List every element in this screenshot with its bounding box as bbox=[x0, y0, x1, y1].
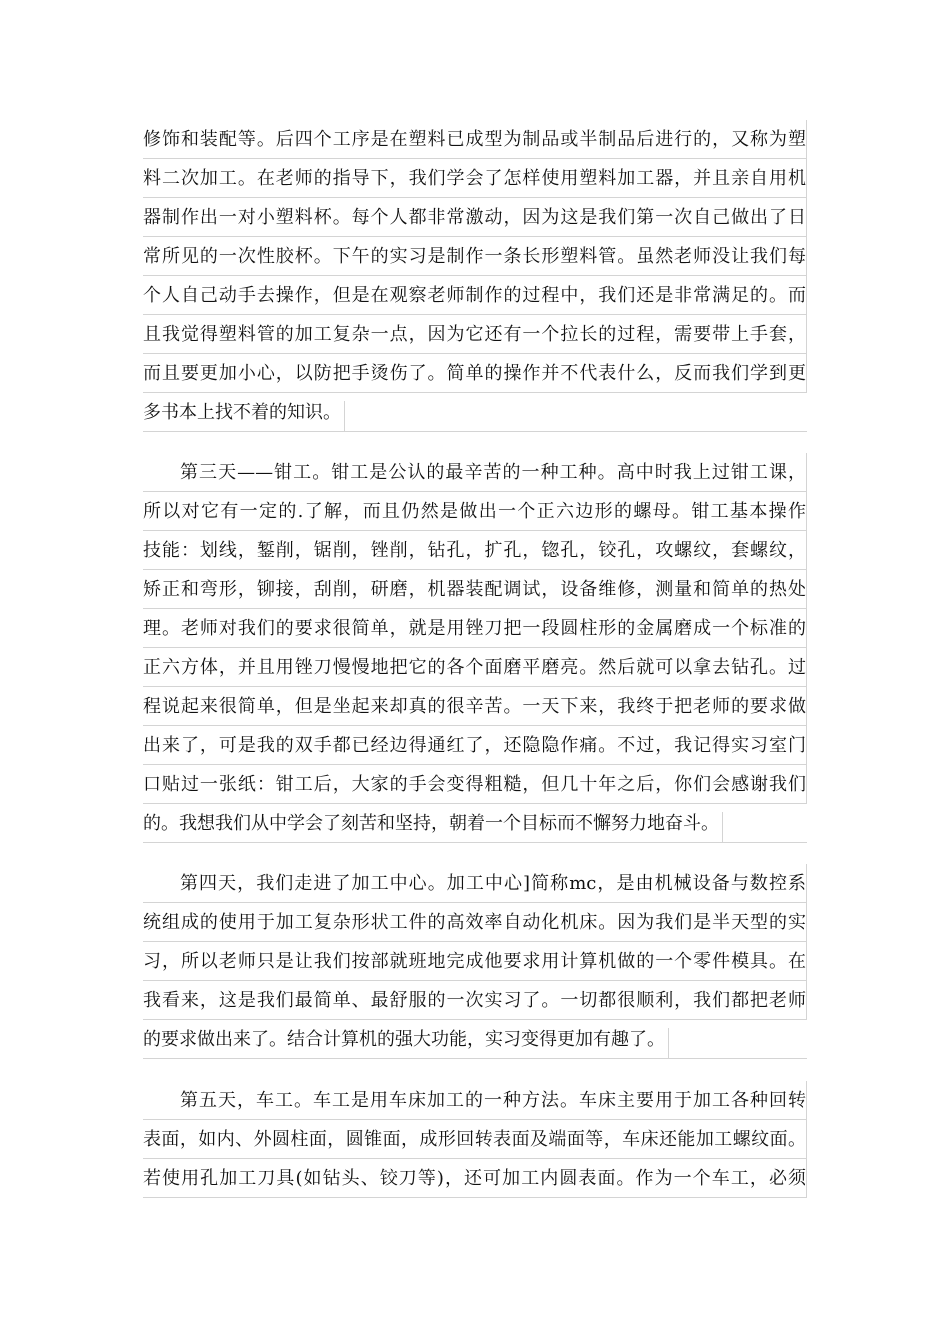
text-line: 的。我想我们从中学会了刻苦和坚持，朝着一个目标而不懈努力地奋斗。 bbox=[143, 804, 807, 843]
text-line: 器制作出一对小塑料杯。每个人都非常激动，因为这是我们第一次自己做出了日 bbox=[143, 198, 807, 237]
text-line: 矫正和弯形，铆接，刮削，研磨，机器装配调试，设备维修，测量和简单的热处 bbox=[143, 570, 807, 609]
text-line: 个人自己动手去操作，但是在观察老师制作的过程中，我们还是非常满足的。而 bbox=[143, 276, 807, 315]
text-line: 若使用孔加工刀具(如钻头、铰刀等)，还可加工内圆表面。作为一个车工，必须 bbox=[143, 1159, 807, 1198]
text-line: 且我觉得塑料管的加工复杂一点，因为它还有一个拉长的过程，需要带上手套， bbox=[143, 315, 807, 354]
text-line: 我看来，这是我们最简单、最舒服的一次实习了。一切都很顺利，我们都把老师 bbox=[143, 981, 807, 1020]
text-line: 第五天，车工。车工是用车床加工的一种方法。车床主要用于加工各种回转 bbox=[143, 1081, 807, 1120]
text-line: 理。老师对我们的要求很简单，就是用锉刀把一段圆柱形的金属磨成一个标准的 bbox=[143, 609, 807, 648]
text-line: 表面，如内、外圆柱面，圆锥面，成形回转表面及端面等，车床还能加工螺纹面。 bbox=[143, 1120, 807, 1159]
text-line: 出来了，可是我的双手都已经边得通红了，还隐隐作痛。不过，我记得实习室门 bbox=[143, 726, 807, 765]
text-line: 程说起来很简单，但是坐起来却真的很辛苦。一天下来，我终于把老师的要求做 bbox=[143, 687, 807, 726]
paragraph-plastic-processing bbox=[143, 120, 807, 432]
paragraph-lathe-work bbox=[143, 1081, 807, 1198]
text-line: 第四天，我们走进了加工中心。加工中心]简称mc，是由机械设备与数控系 bbox=[143, 864, 807, 903]
text-line: 正六方体，并且用锉刀慢慢地把它的各个面磨平磨亮。然后就可以拿去钻孔。过 bbox=[143, 648, 807, 687]
text-line: 统组成的使用于加工复杂形状工件的高效率自动化机床。因为我们是半天型的实 bbox=[143, 903, 807, 942]
text-line: 口贴过一张纸：钳工后，大家的手会变得粗糙，但几十年之后，你们会感谢我们 bbox=[143, 765, 807, 804]
text-line: 而且要更加小心，以防把手烫伤了。简单的操作并不代表什么，反而我们学到更 bbox=[143, 354, 807, 393]
text-line: 常所见的一次性胶杯。下午的实习是制作一条长形塑料管。虽然老师没让我们每 bbox=[143, 237, 807, 276]
paragraph-fitter-work bbox=[143, 453, 807, 843]
text-line: 修饰和装配等。后四个工序是在塑料已成型为制品或半制品后进行的，又称为塑 bbox=[143, 120, 807, 159]
text-line: 习，所以老师只是让我们按部就班地完成他要求用计算机做的一个零件模具。在 bbox=[143, 942, 807, 981]
text-line: 技能：划线，錾削，锯削，锉削，钻孔，扩孔，锪孔，铰孔，攻螺纹，套螺纹， bbox=[143, 531, 807, 570]
text-line: 料二次加工。在老师的指导下，我们学会了怎样使用塑料加工器，并且亲自用机 bbox=[143, 159, 807, 198]
paragraph-machining-center bbox=[143, 864, 807, 1059]
text-line: 的要求做出来了。结合计算机的强大功能，实习变得更加有趣了。 bbox=[143, 1020, 807, 1059]
text-line: 多书本上找不着的知识。 bbox=[143, 393, 807, 432]
text-line: 所以对它有一定的.了解，而且仍然是做出一个正六边形的螺母。钳工基本操作 bbox=[143, 492, 807, 531]
text-line: 第三天——钳工。钳工是公认的最辛苦的一种工种。高中时我上过钳工课， bbox=[143, 453, 807, 492]
